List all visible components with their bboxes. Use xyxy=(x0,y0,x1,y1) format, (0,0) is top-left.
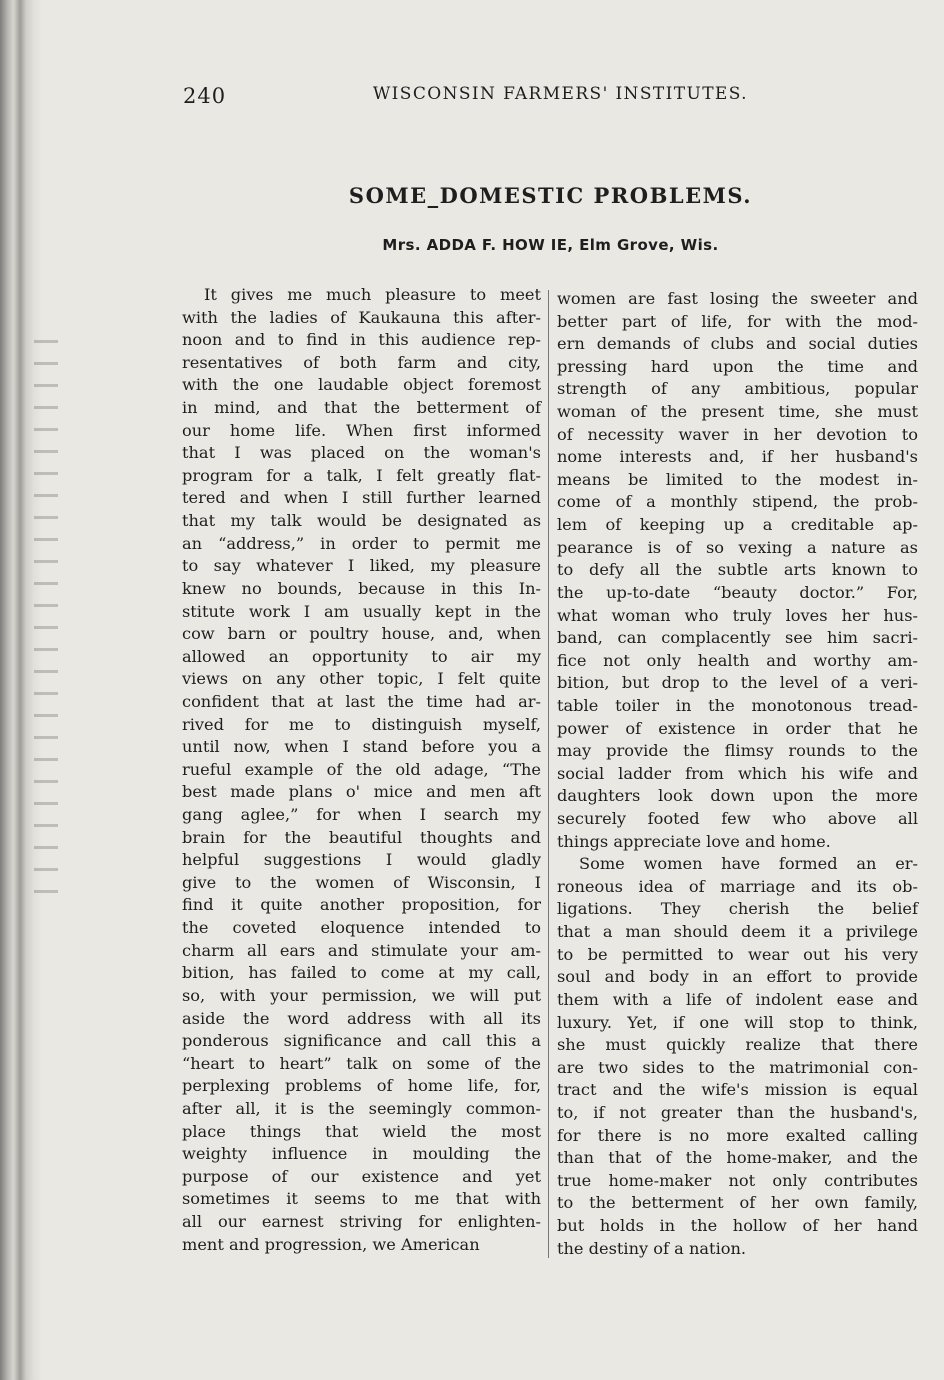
text-line: cow barn or poultry house, and, when xyxy=(182,624,541,644)
text-line: daughters look down upon the more xyxy=(557,786,918,806)
text-line: things appreciate love and home. xyxy=(557,831,831,851)
text-line: helpful suggestions I would gladly xyxy=(182,850,541,870)
text-line: Some women have formed an er- xyxy=(579,854,918,874)
text-line: pressing hard upon the time and xyxy=(557,356,918,376)
text-line: tract and the wife's mission is equal xyxy=(557,1080,918,1100)
text-line: to, if not greater than the husband's, xyxy=(557,1102,918,1122)
text-line: nome interests and, if her husband's xyxy=(557,447,918,467)
text-line: views on any other topic, I felt quite xyxy=(182,669,541,689)
text-line: so, with your permission, we will put xyxy=(182,985,541,1005)
text-line: resentatives of both farm and city, xyxy=(182,352,541,372)
text-line: lem of keeping up a creditable ap- xyxy=(557,515,918,535)
text-line: soul and body in an effort to provide xyxy=(557,967,918,987)
text-line: with the one laudable object foremost xyxy=(182,375,541,395)
text-line: bition, but drop to the level of a veri- xyxy=(557,673,918,693)
text-line: women are fast losing the sweeter and xyxy=(557,289,918,308)
text-line: It gives me much pleasure to meet xyxy=(204,285,541,304)
text-line: for there is no more exalted calling xyxy=(557,1125,918,1145)
text-line: ment and progression, we American xyxy=(182,1234,480,1254)
text-line: place things that wield the most xyxy=(182,1121,541,1141)
text-line: all our earnest striving for enlighten- xyxy=(182,1211,541,1231)
right-text-column xyxy=(557,288,918,1260)
text-line: that my talk would be designated as xyxy=(182,511,541,531)
text-line: the coveted eloquence intended to xyxy=(182,918,541,938)
text-line: ligations. They cherish the belief xyxy=(557,899,918,919)
text-line: confident that at last the time had ar- xyxy=(182,691,541,711)
text-line: are two sides to the matrimonial con- xyxy=(557,1057,918,1077)
text-line: roneous idea of marriage and its ob- xyxy=(557,876,918,896)
author-byline: Mrs. ADDA F. HOW IE, Elm Grove, Wis. xyxy=(382,236,719,254)
text-line: an “address,” in order to permit me xyxy=(182,533,541,553)
text-line: pearance is of so vexing a nature as xyxy=(557,537,918,557)
text-line: our home life. When first informed xyxy=(182,420,541,440)
text-line: means be limited to the modest in- xyxy=(557,469,918,489)
text-line: until now, when I stand before you a xyxy=(182,737,541,757)
text-line: the destiny of a nation. xyxy=(557,1238,747,1258)
text-line: than that of the home-maker, and the xyxy=(557,1148,918,1168)
binding-shadow-marks xyxy=(34,340,58,900)
text-line: power of existence in order that he xyxy=(557,718,918,738)
text-line: charm all ears and stimulate your am- xyxy=(182,940,541,960)
text-line: tered and when I still further learned xyxy=(182,488,541,508)
text-line: securely footed few who above all xyxy=(557,809,918,829)
text-line: ern demands of clubs and social duties xyxy=(557,334,918,354)
text-line: come of a monthly stipend, the prob- xyxy=(557,492,918,512)
text-line: them with a life of indolent ease and xyxy=(557,989,918,1009)
text-line: bition, has failed to come at my call, xyxy=(182,963,541,983)
text-line: stitute work I am usually kept in the xyxy=(182,601,541,621)
text-line: fice not only health and worthy am- xyxy=(557,650,918,670)
text-line: strength of any ambitious, popular xyxy=(557,379,918,399)
running-head: WISCONSIN FARMERS' INSTITUTES. xyxy=(372,84,748,104)
text-line: social ladder from which his wife and xyxy=(557,763,918,783)
left-text-column xyxy=(182,284,541,1256)
article-title: SOME_DOMESTIC PROBLEMS. xyxy=(348,183,753,208)
text-line: give to the women of Wisconsin, I xyxy=(182,872,541,892)
text-line: ponderous significance and call this a xyxy=(182,1031,541,1051)
text-line: she must quickly realize that there xyxy=(557,1035,918,1055)
text-line: sometimes it seems to me that with xyxy=(182,1189,541,1209)
text-line: what woman who truly loves her hus- xyxy=(557,605,918,625)
text-line: to say whatever I liked, my pleasure xyxy=(182,556,541,576)
text-line: rueful example of the old adage, “The xyxy=(182,759,541,779)
text-line: of necessity waver in her devotion to xyxy=(557,424,918,444)
text-line: rived for me to distinguish myself, xyxy=(182,714,541,734)
text-line: table toiler in the monotonous tread- xyxy=(557,695,918,715)
text-line: with the ladies of Kaukauna this after- xyxy=(182,307,541,327)
text-line: after all, it is the seemingly common- xyxy=(182,1098,541,1118)
text-line: knew no bounds, because in this In- xyxy=(182,578,541,598)
text-line: but holds in the hollow of her hand xyxy=(557,1215,918,1235)
text-line: allowed an opportunity to air my xyxy=(182,646,541,666)
text-line: to be permitted to wear out his very xyxy=(557,944,918,964)
text-line: the up-to-date “beauty doctor.” For, xyxy=(557,582,918,602)
text-line: “heart to heart” talk on some of the xyxy=(182,1053,541,1073)
text-line: that I was placed on the woman's xyxy=(182,443,541,463)
text-line: that a man should deem it a privilege xyxy=(557,922,918,942)
text-line: find it quite another proposition, for xyxy=(182,895,541,915)
text-line: luxury. Yet, if one will stop to think, xyxy=(557,1012,918,1032)
text-line: to defy all the subtle arts known to xyxy=(557,560,918,580)
text-line: perplexing problems of home life, for, xyxy=(182,1076,541,1096)
text-line: to the betterment of her own family, xyxy=(557,1193,918,1213)
text-line: aside the word address with all its xyxy=(182,1008,541,1028)
text-line: band, can complacently see him sacri- xyxy=(557,628,918,648)
text-line: brain for the beautiful thoughts and xyxy=(182,827,541,847)
text-line: best made plans o' mice and men aft xyxy=(182,782,541,802)
page-header xyxy=(183,84,748,114)
text-line: in mind, and that the betterment of xyxy=(182,398,541,418)
text-line: purpose of our existence and yet xyxy=(182,1166,541,1186)
text-line: weighty influence in moulding the xyxy=(182,1144,541,1164)
text-line: true home-maker not only contributes xyxy=(557,1170,918,1190)
text-line: gang aglee,” for when I search my xyxy=(182,805,541,825)
page-number: 240 xyxy=(183,84,227,108)
text-line: better part of life, for with the mod- xyxy=(557,311,918,331)
text-line: woman of the present time, she must xyxy=(557,402,918,422)
text-line: program for a talk, I felt greatly flat- xyxy=(182,465,541,485)
text-line: may provide the flimsy rounds to the xyxy=(557,741,918,761)
column-divider xyxy=(548,290,549,1258)
text-line: noon and to find in this audience rep- xyxy=(182,330,541,350)
